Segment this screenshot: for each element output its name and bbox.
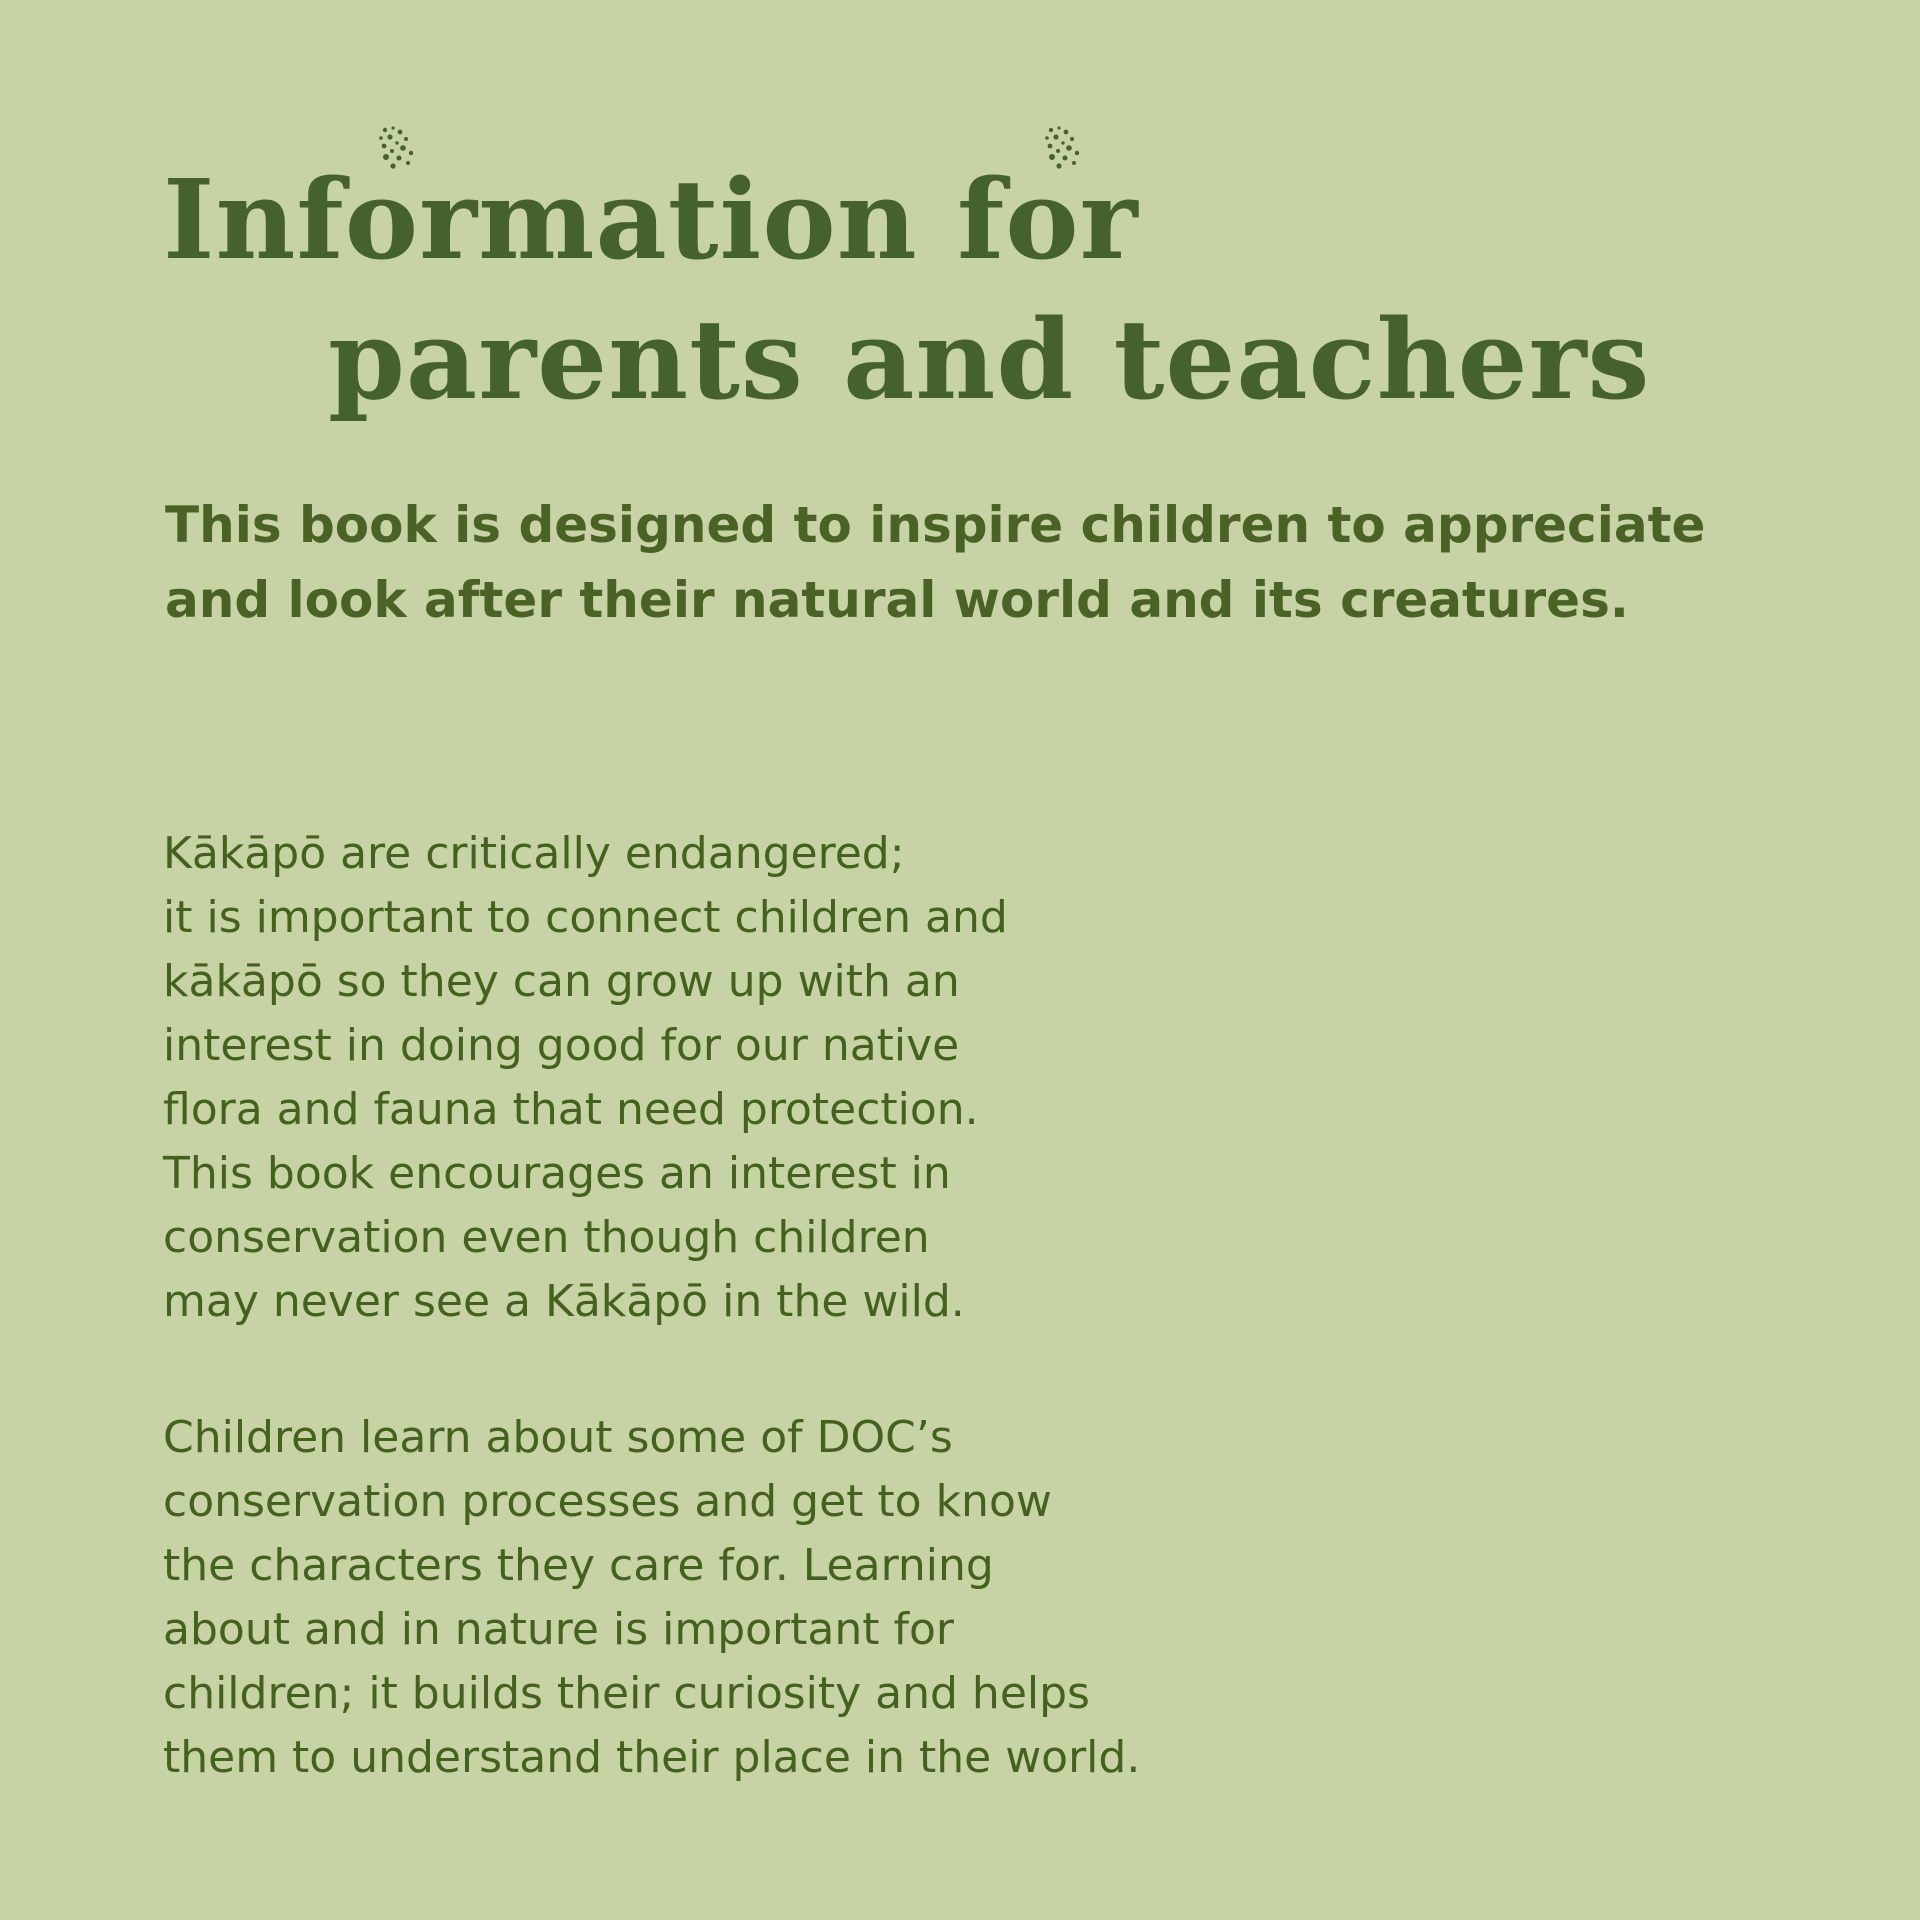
paragraph-line: kākāpō so they can grow up with an [163,956,960,1007]
title-line: parents and teachers [328,295,1651,424]
title-line: Information for [163,155,1139,284]
intro-text [165,488,1705,638]
paragraph-line: This book encourages an interest in [163,1148,951,1199]
paragraph-line: conservation processes and get to know [163,1476,1052,1527]
paragraph-line: conservation even though children [163,1212,930,1263]
intro-line: and look after their natural world and its creatures. [165,571,1629,629]
paragraph-learning [163,1406,1140,1790]
paragraph-kakapo [163,822,1008,1334]
paragraph-line: children; it builds their curiosity and helps [163,1668,1090,1719]
paragraph-line: may never see a Kākāpō in the wild. [163,1276,965,1327]
paragraph-line: flora and fauna that need protection. [163,1084,979,1135]
paragraph-line: them to understand their place in the world. [163,1732,1141,1783]
paragraph-line: interest in doing good for our native [163,1020,960,1071]
page-title [163,150,1651,430]
paragraph-line: Children learn about some of DOC’s [163,1412,953,1463]
paragraph-line: it is important to connect children and [163,892,1008,943]
paragraph-line: about and in nature is important for [163,1604,954,1655]
paragraph-line: Kākāpō are critically endangered; [163,828,905,879]
intro-line: This book is designed to inspire children to appreciate [165,496,1706,554]
paragraph-line: the characters they care for. Learning [163,1540,994,1591]
